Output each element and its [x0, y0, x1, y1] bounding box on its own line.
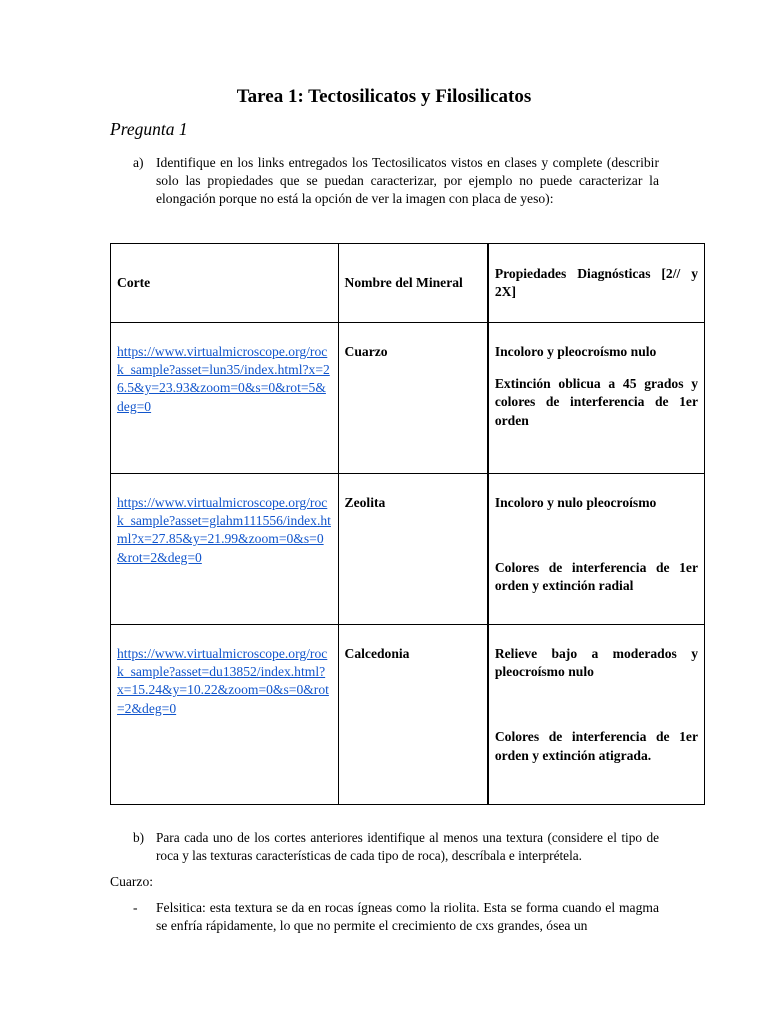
mineral-name: Calcedonia	[344, 646, 410, 661]
question-item-b	[133, 829, 659, 865]
section-label-cuarzo: Cuarzo:	[110, 874, 154, 889]
question-item-a	[133, 154, 659, 209]
sample-link[interactable]: https://www.virtualmicroscope.org/rock_sample?asset=du13852/index.html?x=15.24&y=10.22&zoom=0&s=0&rot=2&deg=0	[117, 646, 329, 716]
question-heading: Pregunta 1	[110, 119, 188, 139]
sample-link[interactable]: https://www.virtualmicroscope.org/rock_sample?asset=glahm111556/index.html?x=27.85&y=21.99&zoom=0&s=0&rot=2&deg=0	[117, 495, 331, 565]
item-a-text: Identifique en los links entregados los Tectosilicatos vistos en clases y complete (describir solo las propiedades que se puedan caracterizar, por ejemplo no puede caracterizar la elongación porque no está la opción de ver la imagen con placa de yeso):	[156, 155, 659, 207]
minerals-table	[110, 243, 705, 805]
document-title: Tarea 1: Tectosilicatos y Filosilicatos	[236, 86, 532, 107]
sample-link[interactable]: https://www.virtualmicroscope.org/rock_sample?asset=lun35/index.html?x=26.5&y=23.93&zoom=0&s=0&rot=5&deg=0	[117, 344, 330, 414]
header-properties: Propiedades Diagnósticas [2// y 2X]	[488, 244, 705, 323]
item-b-text: Para cada uno de los cortes anteriores identifique al menos una textura (considere el tipo de roca y las texturas características de cada tipo de roca), descríbala e interprétela.	[156, 830, 659, 863]
property-extinction: Colores de interferencia de 1er orden y extinción radial	[494, 560, 698, 594]
item-b-marker: b)	[133, 830, 145, 845]
header-mineral: Nombre del Mineral	[338, 244, 488, 323]
property-optical: Relieve bajo a moderados y pleocroísmo nulo	[494, 646, 698, 680]
table-row	[111, 474, 705, 625]
bullet-text: Felsitica: esta textura se da en rocas ígneas como la riolita. Esta se forma cuando el magma se enfría rápidamente, lo que no permite el crecimiento de cxs grandes, ósea un	[156, 900, 659, 934]
bullet-marker: -	[133, 900, 138, 915]
table-header-row	[111, 244, 705, 323]
table-row	[111, 323, 705, 474]
property-optical: Incoloro y nulo pleocroísmo	[494, 495, 657, 510]
table-row	[111, 625, 705, 805]
mineral-name: Cuarzo	[344, 344, 388, 359]
header-corte: Corte	[111, 244, 339, 323]
property-extinction: Extinción oblicua a 45 grados y colores de interferencia de 1er orden	[494, 376, 698, 428]
texture-bullet	[133, 899, 659, 935]
mineral-name: Zeolita	[344, 495, 386, 510]
property-extinction: Colores de interferencia de 1er orden y extinción atigrada.	[494, 729, 698, 763]
item-a-marker: a)	[133, 155, 144, 170]
property-optical: Incoloro y pleocroísmo nulo	[494, 344, 657, 359]
